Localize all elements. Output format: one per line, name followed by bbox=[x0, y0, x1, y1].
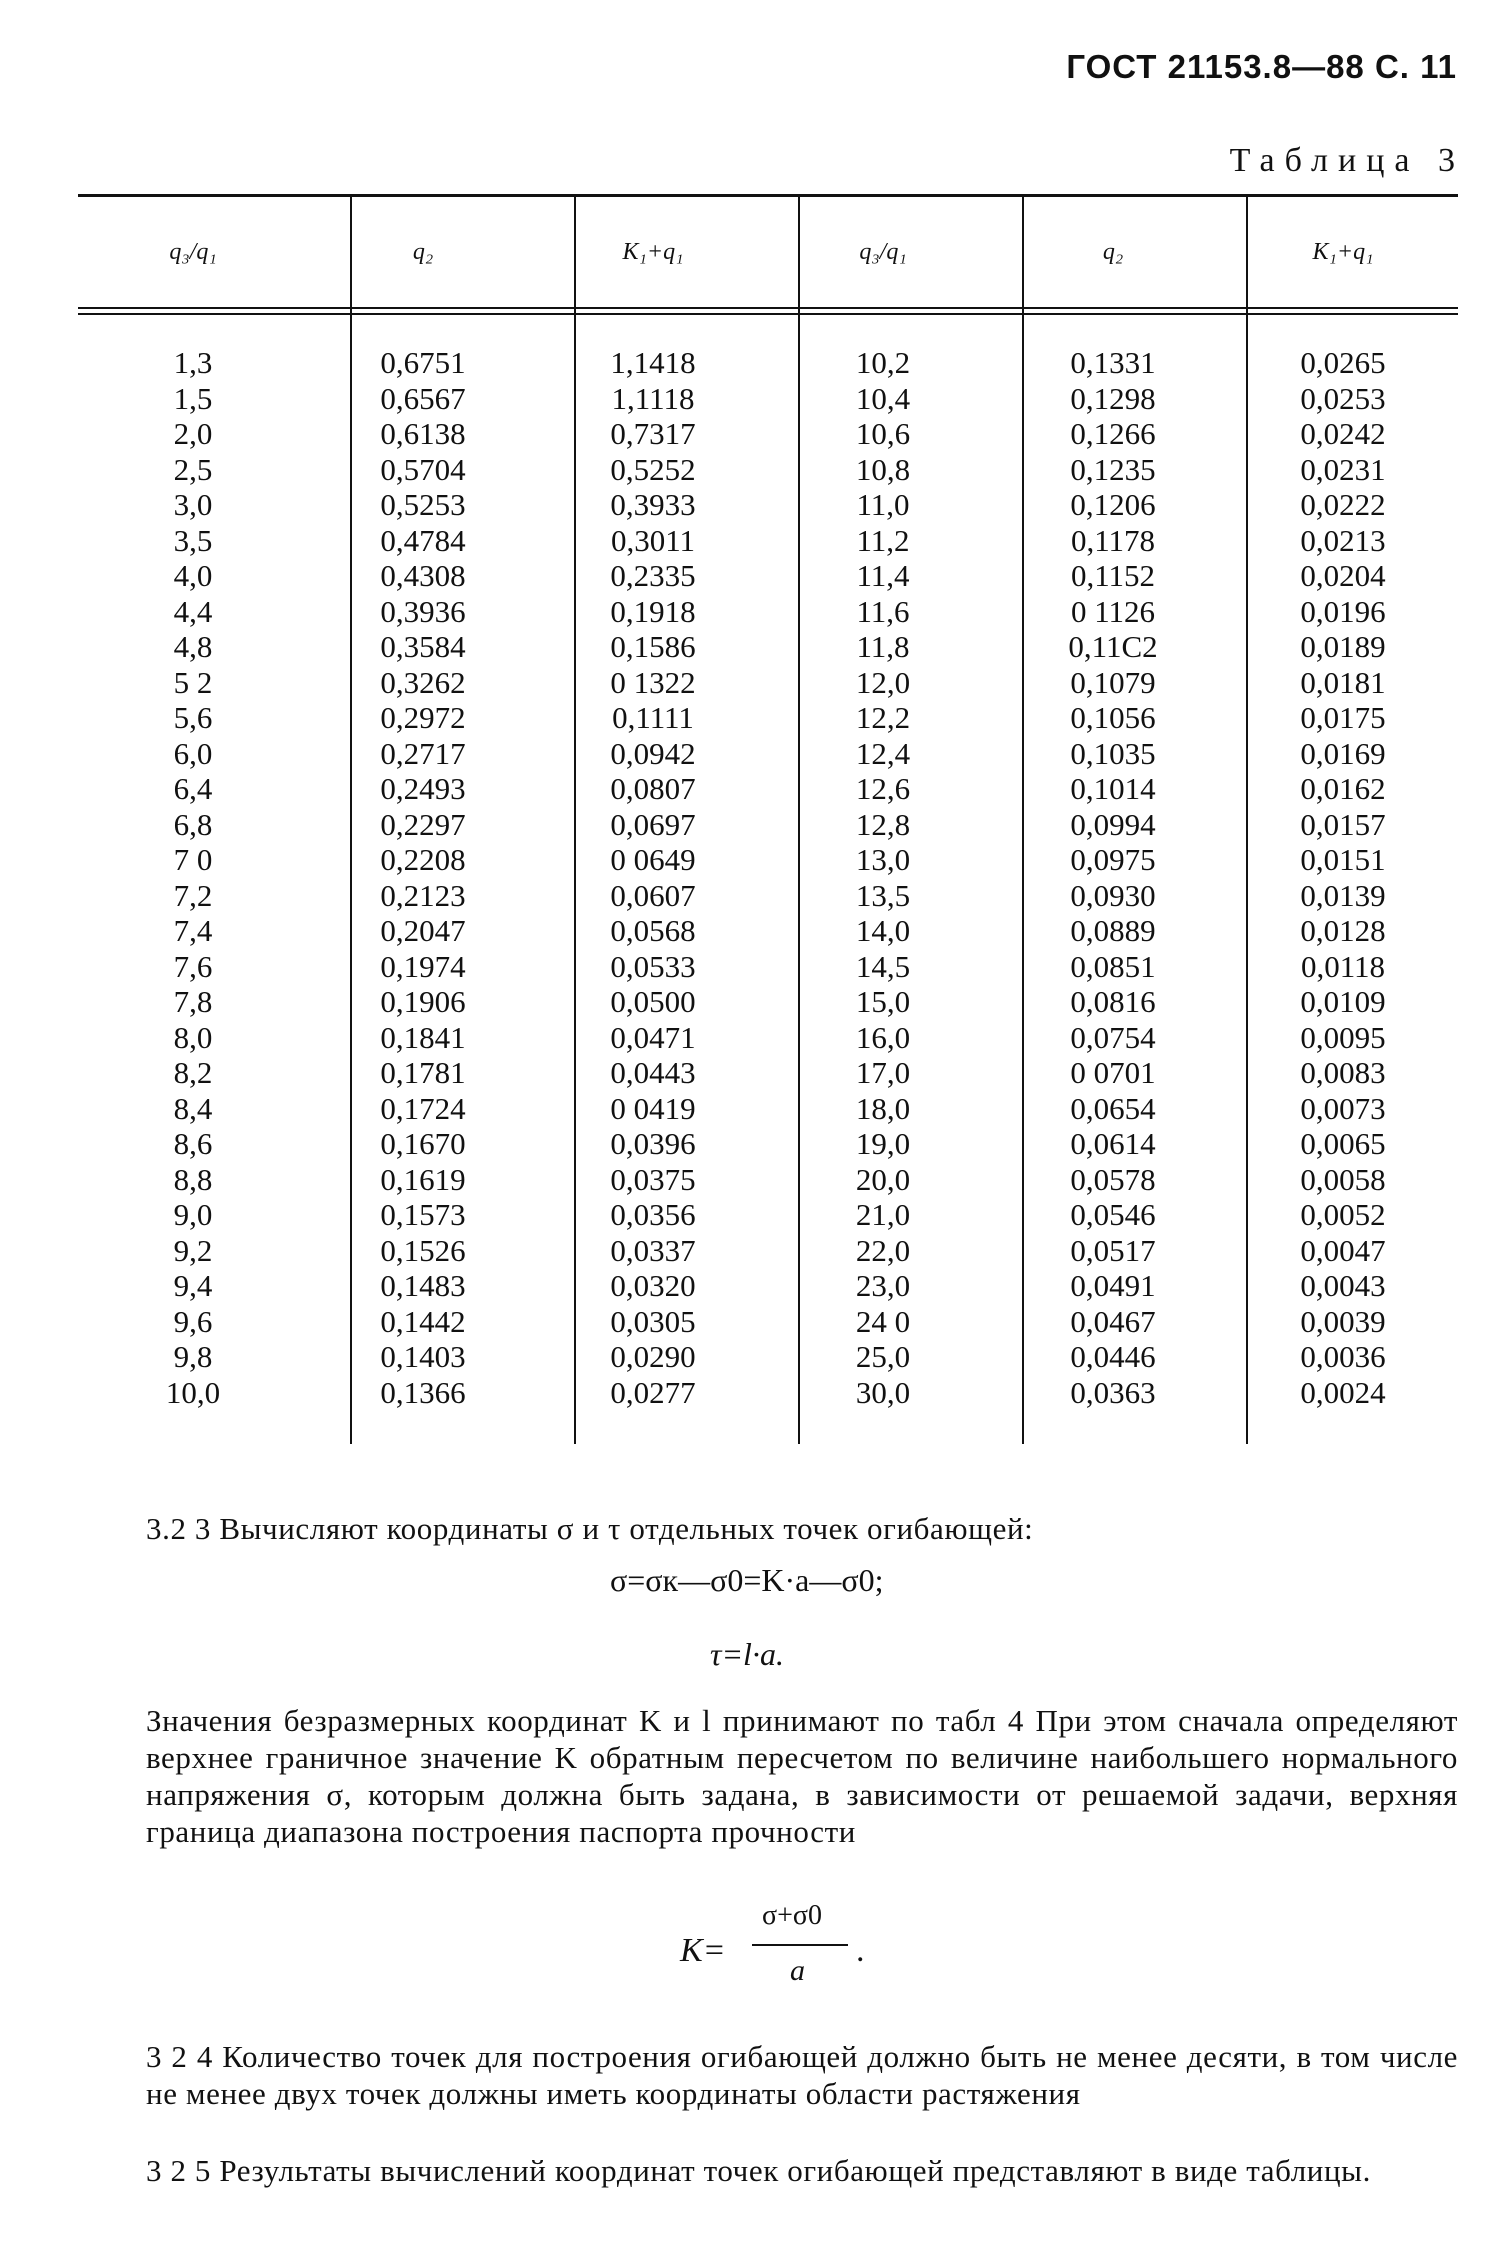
table-cell: 0,0356 bbox=[610, 1197, 696, 1232]
table-cell: 0,0024 bbox=[1300, 1374, 1386, 1410]
table-cell: 0,2335 bbox=[610, 558, 696, 593]
paragraph-3-2-5: 3 2 5 Результаты вычислений координат точек огибающей представляют в виде таблицы. bbox=[146, 2153, 1371, 2188]
table-cell: 0,0654 bbox=[1070, 1090, 1156, 1126]
table-cell: 0,1483 bbox=[380, 1268, 466, 1303]
table-cell: 0,1906 bbox=[380, 984, 466, 1019]
table-cell: 0,0139 bbox=[1300, 877, 1386, 913]
table-cell: 12,2 bbox=[855, 700, 911, 735]
table-cell: 0,0443 bbox=[610, 1055, 696, 1090]
table-cell: 0,0889 bbox=[1070, 913, 1156, 948]
table-cell: 0,1035 bbox=[1070, 735, 1156, 771]
table-cell: 0,0578 bbox=[1070, 1161, 1156, 1197]
column-q2-a bbox=[308, 345, 538, 1410]
table-cell: 10,2 bbox=[855, 345, 911, 380]
table-cell: 0,0196 bbox=[1300, 593, 1386, 629]
table-cell: 3,0 bbox=[173, 487, 213, 522]
table-cell: 0,1619 bbox=[380, 1161, 466, 1197]
table-cell: 0,1206 bbox=[1070, 487, 1156, 522]
table-cell: 0,0851 bbox=[1070, 948, 1156, 984]
table-cell: 7,6 bbox=[173, 948, 213, 984]
table-cell: 8,6 bbox=[173, 1126, 213, 1161]
table-cell: 24 0 bbox=[855, 1303, 911, 1339]
table-cell: 0,0614 bbox=[1070, 1126, 1156, 1161]
table-cell: 0,1526 bbox=[380, 1232, 466, 1268]
table-cell: 0,0157 bbox=[1300, 806, 1386, 842]
table-cell: 5 2 bbox=[173, 664, 213, 700]
table-cell: 0,6751 bbox=[380, 345, 466, 380]
table-cell: 0,1266 bbox=[1070, 416, 1156, 451]
table-cell: 0,0231 bbox=[1300, 451, 1386, 487]
table-cell: 10,6 bbox=[855, 416, 911, 451]
table-cell: 0,0471 bbox=[610, 1019, 696, 1055]
table-cell: 0,3936 bbox=[380, 593, 466, 629]
table-cell: 30,0 bbox=[855, 1374, 911, 1410]
table-cell: 0,5704 bbox=[380, 451, 466, 487]
table-cell: 1,3 bbox=[173, 345, 213, 380]
header-k1q1-a: K₁+q₁ bbox=[622, 238, 684, 265]
table-cell: 0,0073 bbox=[1300, 1090, 1386, 1126]
table-cell: 12,0 bbox=[855, 664, 911, 700]
table-cell: 0,0213 bbox=[1300, 522, 1386, 558]
table-cell: 6,8 bbox=[173, 806, 213, 842]
table-cell: 0,0517 bbox=[1070, 1232, 1156, 1268]
table-cell: 0,0500 bbox=[610, 984, 696, 1019]
table-cell: 0,0363 bbox=[1070, 1374, 1156, 1410]
table-cell: 2,0 bbox=[173, 416, 213, 451]
table-cell: 13,5 bbox=[855, 877, 911, 913]
table-cell: 0,0277 bbox=[610, 1374, 696, 1410]
table-cell: 7,4 bbox=[173, 913, 213, 948]
table-cell: 0,0151 bbox=[1300, 842, 1386, 877]
table-cell: 0,0162 bbox=[1300, 771, 1386, 806]
table-cell: 0,0754 bbox=[1070, 1019, 1156, 1055]
table-cell: 0,0607 bbox=[610, 877, 696, 913]
table-label: Таблица 3 bbox=[1229, 142, 1465, 179]
table-cell: 0,1781 bbox=[380, 1055, 466, 1090]
table-cell: 11,8 bbox=[856, 629, 910, 664]
table-cell: 0 0701 bbox=[1070, 1055, 1156, 1090]
table-cell: 0,0043 bbox=[1300, 1268, 1386, 1303]
formula-k: K= σ+σ0 a . bbox=[680, 1900, 865, 1987]
table-cell: 0,0546 bbox=[1070, 1197, 1156, 1232]
table-cell: 21,0 bbox=[855, 1197, 911, 1232]
table-cell: 0,0942 bbox=[610, 735, 696, 771]
table-cell: 0,0204 bbox=[1300, 558, 1386, 593]
table-cell: 0,0047 bbox=[1300, 1232, 1386, 1268]
table-cell: 0,0222 bbox=[1300, 487, 1386, 522]
table-cell: 0,0337 bbox=[610, 1232, 696, 1268]
formula-k-numerator: σ+σ0 bbox=[762, 1900, 822, 1931]
table-cell: 0,0807 bbox=[610, 771, 696, 806]
table-cell: 0,0467 bbox=[1070, 1303, 1156, 1339]
table-cell: 23,0 bbox=[855, 1268, 911, 1303]
table-cell: 0,2717 bbox=[380, 735, 466, 771]
table-cell: 3,5 bbox=[173, 522, 213, 558]
table-cell: 4,4 bbox=[173, 593, 213, 629]
table-cell: 0 0419 bbox=[610, 1090, 696, 1126]
table-cell: 0,0533 bbox=[610, 948, 696, 984]
column-divider bbox=[1022, 194, 1024, 1444]
table-cell: 0,1586 bbox=[610, 629, 696, 664]
paragraph-3-2-3: 3.2 3 Вычисляют координаты σ и τ отдельных точек огибающей: bbox=[146, 1511, 1034, 1546]
table-cell: 0,0491 bbox=[1070, 1268, 1156, 1303]
table-cell: 0,2297 bbox=[380, 806, 466, 842]
fraction-bar bbox=[752, 1944, 848, 1946]
data-table bbox=[78, 194, 1458, 1440]
table-cell: 0,1014 bbox=[1070, 771, 1156, 806]
table-cell: 0,0253 bbox=[1300, 380, 1386, 416]
table-cell: 9,8 bbox=[173, 1339, 213, 1374]
table-cell: 7,2 bbox=[173, 877, 213, 913]
table-body bbox=[78, 315, 1458, 1440]
table-cell: 0,0816 bbox=[1070, 984, 1156, 1019]
table-cell: 0,2047 bbox=[380, 913, 466, 948]
table-cell: 0,2208 bbox=[380, 842, 466, 877]
table-cell: 0,0305 bbox=[610, 1303, 696, 1339]
table-cell: 0,0320 bbox=[610, 1268, 696, 1303]
header-q3q1-a: q₃/q₁ bbox=[169, 238, 217, 265]
table-cell: 1,5 bbox=[173, 380, 213, 416]
column-q2-b bbox=[998, 345, 1228, 1410]
table-cell: 0,1152 bbox=[1070, 558, 1156, 593]
table-cell: 0,0095 bbox=[1300, 1019, 1386, 1055]
table-cell: 0,1841 bbox=[380, 1019, 466, 1055]
table-cell: 0,1178 bbox=[1070, 522, 1156, 558]
paragraph-3-2-4: 3 2 4 Количество точек для построения огибающей должно быть не менее десяти, в том числе не менее двух точек должны иметь координаты области растяжения bbox=[146, 2039, 1458, 2111]
column-divider bbox=[1246, 194, 1248, 1444]
table-cell: 0,3011 bbox=[610, 522, 696, 558]
table-cell: 7 0 bbox=[173, 842, 213, 877]
table-cell: 0,3262 bbox=[380, 664, 466, 700]
page-header: ГОСТ 21153.8—88 С. 11 bbox=[1066, 48, 1457, 85]
table-cell: 0,1573 bbox=[380, 1197, 466, 1232]
table-cell: 20,0 bbox=[855, 1161, 911, 1197]
header-q2-b: q₂ bbox=[1102, 238, 1124, 265]
table-cell: 0,0265 bbox=[1300, 345, 1386, 380]
table-cell: 0,0975 bbox=[1070, 842, 1156, 877]
table-cell: 0,5253 bbox=[380, 487, 466, 522]
table-cell: 11,2 bbox=[856, 522, 910, 558]
table-cell: 0,0930 bbox=[1070, 877, 1156, 913]
table-cell: 4,0 bbox=[173, 558, 213, 593]
table-cell: 12,8 bbox=[855, 806, 911, 842]
column-k1q1-b bbox=[1228, 345, 1458, 1410]
table-header-row bbox=[78, 197, 1458, 307]
table-cell: 10,0 bbox=[165, 1374, 221, 1410]
table-cell: 0,0128 bbox=[1300, 913, 1386, 948]
table-cell: 0,5252 bbox=[610, 451, 696, 487]
table-cell: 0 1126 bbox=[1070, 593, 1156, 629]
table-cell: 0,0396 bbox=[610, 1126, 696, 1161]
table-cell: 0,2493 bbox=[380, 771, 466, 806]
table-cell: 0,0181 bbox=[1300, 664, 1386, 700]
table-cell: 0,0052 bbox=[1300, 1197, 1386, 1232]
table-cell: 14,0 bbox=[855, 913, 911, 948]
table-cell: 0,0058 bbox=[1300, 1161, 1386, 1197]
table-cell: 0 0649 bbox=[610, 842, 696, 877]
table-cell: 0,0083 bbox=[1300, 1055, 1386, 1090]
table-cell: 0,4784 bbox=[380, 522, 466, 558]
table-cell: 0,0039 bbox=[1300, 1303, 1386, 1339]
table-cell: 9,0 bbox=[173, 1197, 213, 1232]
table-cell: 19,0 bbox=[855, 1126, 911, 1161]
table-cell: 0,0109 bbox=[1300, 984, 1386, 1019]
header-q2-a: q₂ bbox=[412, 238, 434, 265]
table-cell: 0,0169 bbox=[1300, 735, 1386, 771]
table-cell: 13,0 bbox=[855, 842, 911, 877]
table-cell: 9,2 bbox=[173, 1232, 213, 1268]
column-divider bbox=[798, 194, 800, 1444]
table-cell: 22,0 bbox=[855, 1232, 911, 1268]
table-cell: 10,4 bbox=[855, 380, 911, 416]
table-cell: 16,0 bbox=[855, 1019, 911, 1055]
table-cell: 11,4 bbox=[856, 558, 910, 593]
column-divider bbox=[350, 194, 352, 1444]
table-cell: 0,4308 bbox=[380, 558, 466, 593]
table-cell: 7,8 bbox=[173, 984, 213, 1019]
table-cell: 0,3933 bbox=[610, 487, 696, 522]
table-cell: 0,1111 bbox=[612, 700, 694, 735]
table-cell: 0,0065 bbox=[1300, 1126, 1386, 1161]
table-cell: 11,6 bbox=[856, 593, 910, 629]
table-cell: 0,1056 bbox=[1070, 700, 1156, 735]
table-cell: 1,1118 bbox=[611, 380, 695, 416]
table-cell: 15,0 bbox=[855, 984, 911, 1019]
table-cell: 9,4 bbox=[173, 1268, 213, 1303]
table-cell: 0,0189 bbox=[1300, 629, 1386, 664]
table-cell: 18,0 bbox=[855, 1090, 911, 1126]
table-cell: 4,8 bbox=[173, 629, 213, 664]
table-cell: 0,1079 bbox=[1070, 664, 1156, 700]
table-cell: 6,0 bbox=[173, 735, 213, 771]
table-cell: 8,4 bbox=[173, 1090, 213, 1126]
table-cell: 0,11С2 bbox=[1068, 629, 1158, 664]
formula-tau: τ=l·a. bbox=[710, 1636, 784, 1672]
table-cell: 0 1322 bbox=[610, 664, 696, 700]
table-cell: 0,6138 bbox=[380, 416, 466, 451]
table-cell: 1,1418 bbox=[610, 345, 696, 380]
table-cell: 6,4 bbox=[173, 771, 213, 806]
table-cell: 17,0 bbox=[855, 1055, 911, 1090]
table-cell: 0,1670 bbox=[380, 1126, 466, 1161]
table-cell: 0,1918 bbox=[610, 593, 696, 629]
table-cell: 0,1442 bbox=[380, 1303, 466, 1339]
table-cell: 0,0697 bbox=[610, 806, 696, 842]
table-cell: 5,6 bbox=[173, 700, 213, 735]
table-cell: 12,4 bbox=[855, 735, 911, 771]
table-cell: 0,1366 bbox=[380, 1374, 466, 1410]
table-cell: 0,0446 bbox=[1070, 1339, 1156, 1374]
table-cell: 0,0242 bbox=[1300, 416, 1386, 451]
table-cell: 9,6 bbox=[173, 1303, 213, 1339]
column-k1q1-a bbox=[538, 345, 768, 1410]
table-cell: 0,1331 bbox=[1070, 345, 1156, 380]
table-cell: 0,1974 bbox=[380, 948, 466, 984]
column-divider bbox=[574, 194, 576, 1444]
table-cell: 0,7317 bbox=[610, 416, 696, 451]
formula-k-left: K= bbox=[680, 1932, 726, 1969]
table-cell: 25,0 bbox=[855, 1339, 911, 1374]
table-cell: 0,0290 bbox=[610, 1339, 696, 1374]
table-cell: 0,0375 bbox=[610, 1161, 696, 1197]
table-cell: 0,0036 bbox=[1300, 1339, 1386, 1374]
column-q3q1-a bbox=[78, 345, 308, 1410]
table-cell: 0,2123 bbox=[380, 877, 466, 913]
table-cell: 0,2972 bbox=[380, 700, 466, 735]
header-q3q1-b: q₃/q₁ bbox=[859, 238, 907, 265]
table-cell: 8,2 bbox=[173, 1055, 213, 1090]
table-cell: 10,8 bbox=[855, 451, 911, 487]
table-cell: 0,6567 bbox=[380, 380, 466, 416]
table-cell: 0,0175 bbox=[1300, 700, 1386, 735]
table-cell: 8,0 bbox=[173, 1019, 213, 1055]
table-cell: 2,5 bbox=[173, 451, 213, 487]
table-cell: 0,0568 bbox=[610, 913, 696, 948]
table-cell: 14,5 bbox=[855, 948, 911, 984]
table-cell: 0,1403 bbox=[380, 1339, 466, 1374]
table-cell: 0,1724 bbox=[380, 1090, 466, 1126]
table-cell: 0,0994 bbox=[1070, 806, 1156, 842]
table-cell: 0,1298 bbox=[1070, 380, 1156, 416]
table-cell: 8,8 bbox=[173, 1161, 213, 1197]
table-cell: 0,0118 bbox=[1300, 948, 1386, 984]
formula-sigma: σ=σк—σ0=K·a—σ0; bbox=[610, 1562, 884, 1598]
column-q3q1-b bbox=[768, 345, 998, 1410]
table-cell: 0,1235 bbox=[1070, 451, 1156, 487]
paragraph-values: Значения безразмерных координат K и l принимают по табл 4 При этом сначала определяют верхнее граничное значение K обратным пересчетом по величине наибольшего нормального напряжения σ, которым должна быть задана, в зависимости от решаемой задачи, верхняя граница диапазона построения паспорта прочности bbox=[146, 1703, 1458, 1849]
formula-k-denominator: a bbox=[790, 1954, 805, 1987]
table-cell: 0,3584 bbox=[380, 629, 466, 664]
header-k1q1-b: K₁+q₁ bbox=[1312, 238, 1374, 265]
table-cell: 11,0 bbox=[856, 487, 910, 522]
table-cell: 12,6 bbox=[855, 771, 911, 806]
